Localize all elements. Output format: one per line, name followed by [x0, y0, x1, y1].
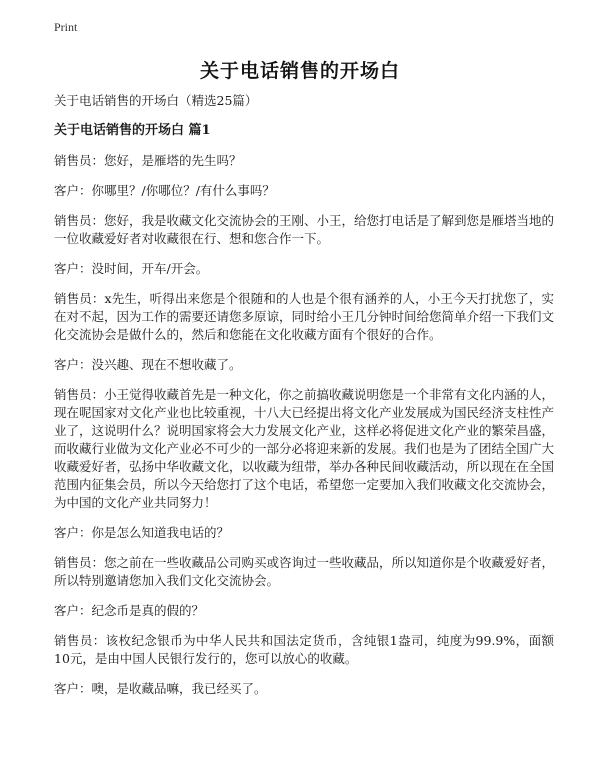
document-title: 关于电话销售的开场白 [199, 60, 400, 82]
dialogue-paragraph: 客户：噢，是收藏品嘛，我已经买了。 [54, 681, 267, 696]
dialogue-paragraph: 客户：没时间，开车/开会。 [54, 261, 209, 276]
document-body [54, 92, 554, 710]
dialogue-paragraph: 销售员：该枚纪念银币为中华人民共和国法定货币，含纯银1盎司，纯度为99.9%，面额10元，是由中国人民银行发行的，您可以放心的收藏。 [54, 633, 554, 666]
document-subtitle: 关于电话销售的开场白（精选25篇） [54, 93, 258, 108]
dialogue-paragraph: 客户：你是怎么知道我电话的？ [54, 525, 230, 540]
dialogue-paragraph: 销售员：您之前在一些收藏品公司购买或咨询过一些收藏品，所以知道你是个收藏爱好者，所以特别邀请您加入我们文化交流协会。 [54, 555, 555, 588]
dialogue-paragraph: 销售员：您好，我是收藏文化交流协会的王刚、小王，给您打电话是了解到您是雁塔当地的一位收藏爱好者对收藏很在行、想和您合作一下。 [54, 213, 555, 246]
dialogue-paragraph: 销售员：x先生，听得出来您是个很随和的人也是个很有涵养的人，小王今天打扰您了，实在对不起，因为工作的需要还请您多原谅，同时给小王几分钟时间给您简单介绍一下我们文化交流协会是做什么的，然后和您能在文化收藏方面有个很好的合作。 [54, 291, 555, 342]
dialogue-paragraph: 销售员：您好，是雁塔的先生吗？ [54, 153, 242, 168]
dialogue-paragraph: 客户：没兴趣、现在不想收藏了。 [54, 357, 242, 372]
section-heading: 关于电话销售的开场白 篇1 [54, 123, 211, 138]
dialogue-paragraph: 客户：纪念币是真的假的？ [54, 603, 205, 618]
print-label[interactable]: Print [54, 20, 78, 34]
dialogue-paragraph: 销售员：小王觉得收藏首先是一种文化，你之前搞收藏说明您是一个非常有文化内涵的人，现在呢国家对文化产业也比较重视，十八大已经提出将文化产业发展成为国民经济支柱性产业了，这说明什么？说明国家将会大力发展文化产业，这样必将促进文化产业的繁荣昌盛，而收藏行业做为文化产业必不可少的一部分必将迎来新的发展。我们也是为了团结全国广大收藏爱好者，弘扬中华收藏文化，以收藏为纽带，举办各种民间收藏活动，所以现在在全国范围内征集会员，所以今天给您打了这个电话，希望您一定要加入我们收藏文化交流协会，为中国的文化产业共同努力！ [54, 387, 555, 510]
dialogue-paragraph: 客户：你哪里？/你哪位？/有什么事吗？ [54, 183, 275, 198]
